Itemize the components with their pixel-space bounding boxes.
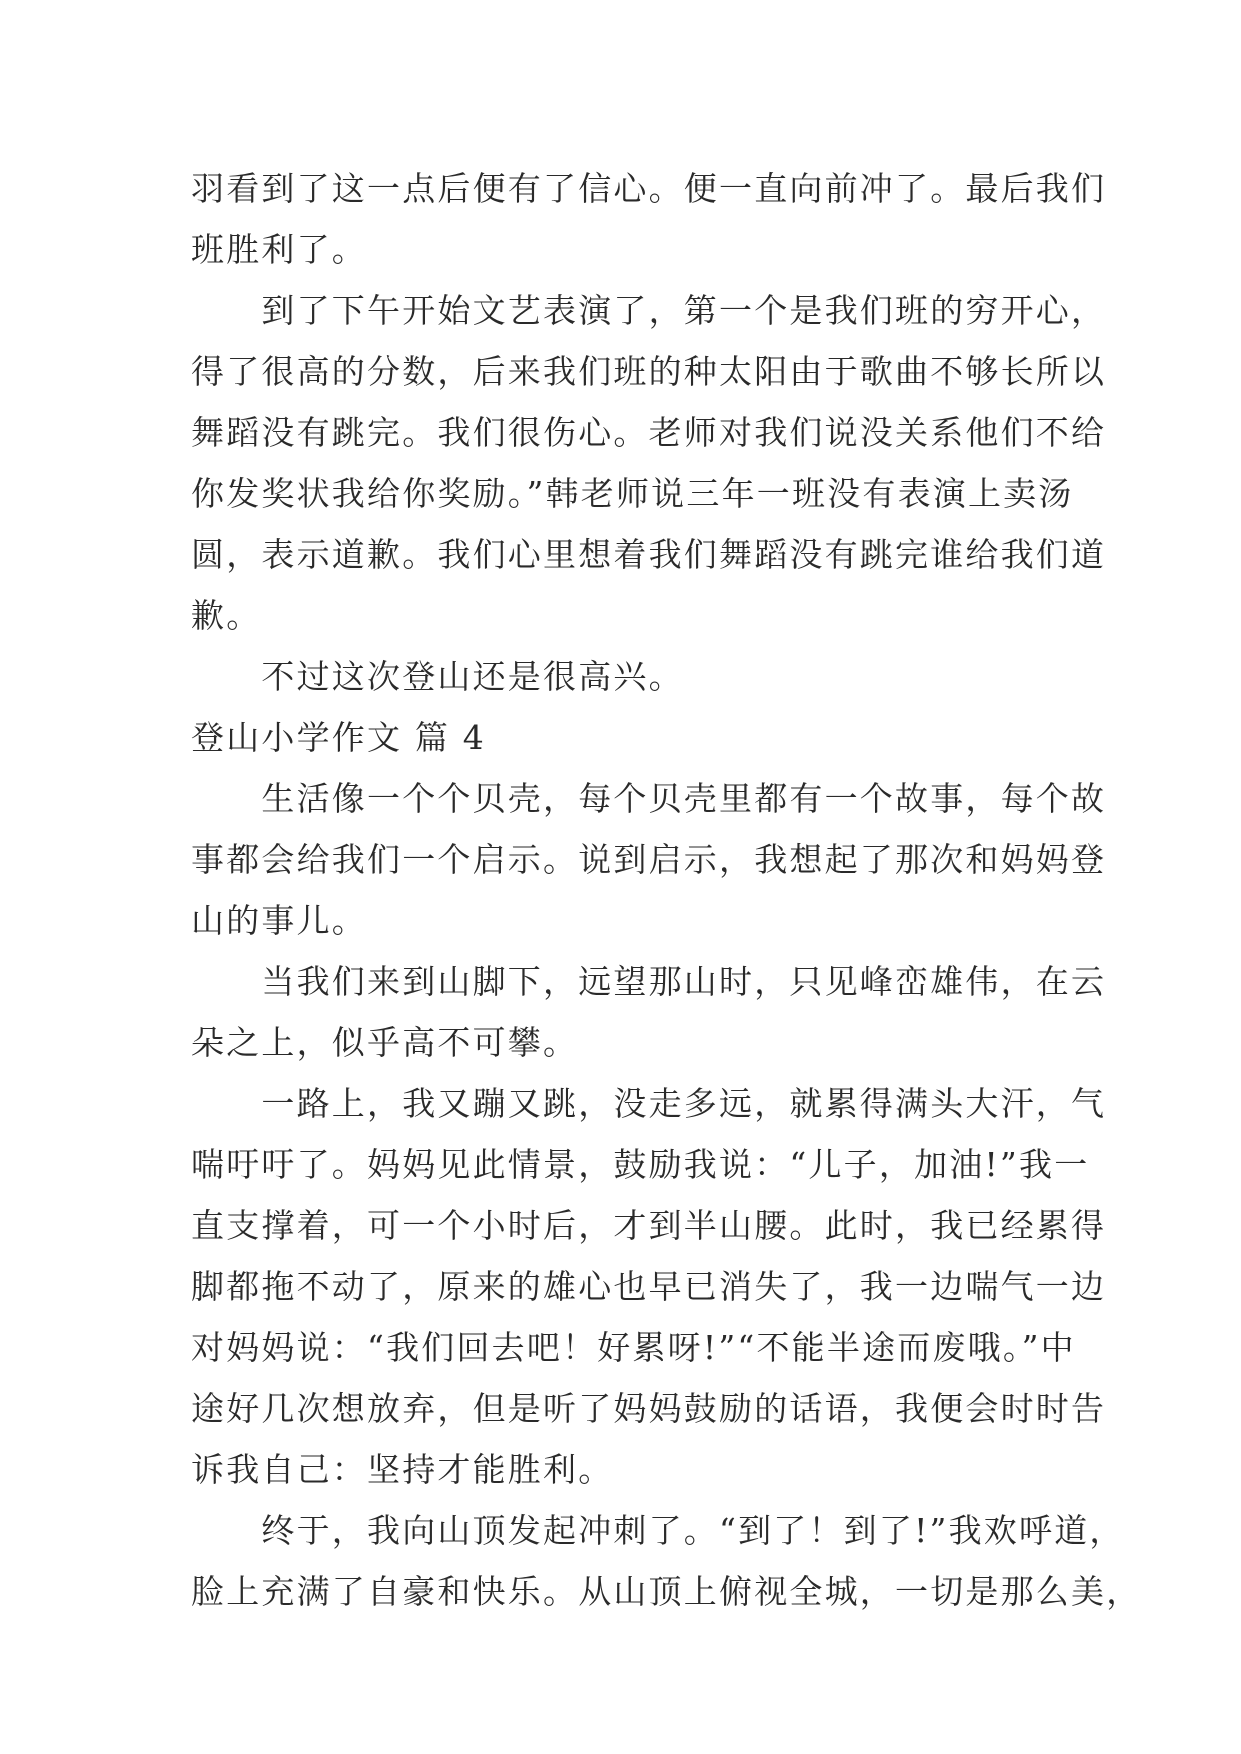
text-line: 不过这次登山还是很高兴。 [191,657,684,696]
text-line: 对妈妈说：“我们回去吧！好累呀!”“不能半途而废哦。”中 [191,1328,1076,1367]
text-line: 脸上充满了自豪和快乐。从山顶上俯视全城，一切是那么美， [191,1572,1142,1611]
text-line: 班胜利了。 [191,230,367,269]
text-line: 一路上，我又蹦又跳，没走多远，就累得满头大汗，气 [191,1084,1107,1123]
text-line: 歉。 [191,596,262,635]
paragraph-6 [191,1073,1107,1500]
text-line: 终于，我向山顶发起冲刺了。“到了！到了!”我欢呼道， [191,1511,1125,1550]
text-line: 到了下午开始文艺表演了，第一个是我们班的穷开心， [191,291,1107,330]
text-line: 事都会给我们一个启示。说到启示，我想起了那次和妈妈登 [191,840,1107,879]
text-line: 途好几次想放弃，但是听了妈妈鼓励的话语，我便会时时告 [191,1389,1107,1428]
text-line: 生活像一个个贝壳，每个贝壳里都有一个故事，每个故 [191,779,1107,818]
paragraph-2 [191,280,1107,646]
text-line: 朵之上，似乎高不可攀。 [191,1023,579,1062]
text-line: 舞蹈没有跳完。我们很伤心。老师对我们说没关系他们不给 [191,413,1107,452]
document-body [191,158,1142,1622]
paragraph-1-tail [191,158,1107,280]
text-line: 当我们来到山脚下，远望那山时，只见峰峦雄伟，在云 [191,962,1107,1001]
text-line: 羽看到了这一点后便有了信心。便一直向前冲了。最后我们 [191,169,1107,208]
text-line: 脚都拖不动了，原来的雄心也早已消失了，我一边喘气一边 [191,1267,1107,1306]
paragraph-4 [191,768,1107,951]
text-line: 直支撑着，可一个小时后，才到半山腰。此时，我已经累得 [191,1206,1107,1245]
section-heading: 登山小学作文 篇 4 [191,718,486,757]
text-line: 圆，表示道歉。我们心里想着我们舞蹈没有跳完谁给我们道 [191,535,1107,574]
text-line: 诉我自己：坚持才能胜利。 [191,1450,614,1489]
paragraph-7 [191,1500,1142,1622]
text-line: 你发奖状我给你奖励。”韩老师说三年一班没有表演上卖汤 [191,474,1074,513]
text-line: 喘吁吁了。妈妈见此情景，鼓励我说：“儿子，加油!”我一 [191,1145,1090,1184]
paragraph-3 [191,646,1061,707]
text-line: 得了很高的分数，后来我们班的种太阳由于歌曲不够长所以 [191,352,1107,391]
paragraph-5 [191,951,1107,1073]
text-line: 山的事儿。 [191,901,367,940]
